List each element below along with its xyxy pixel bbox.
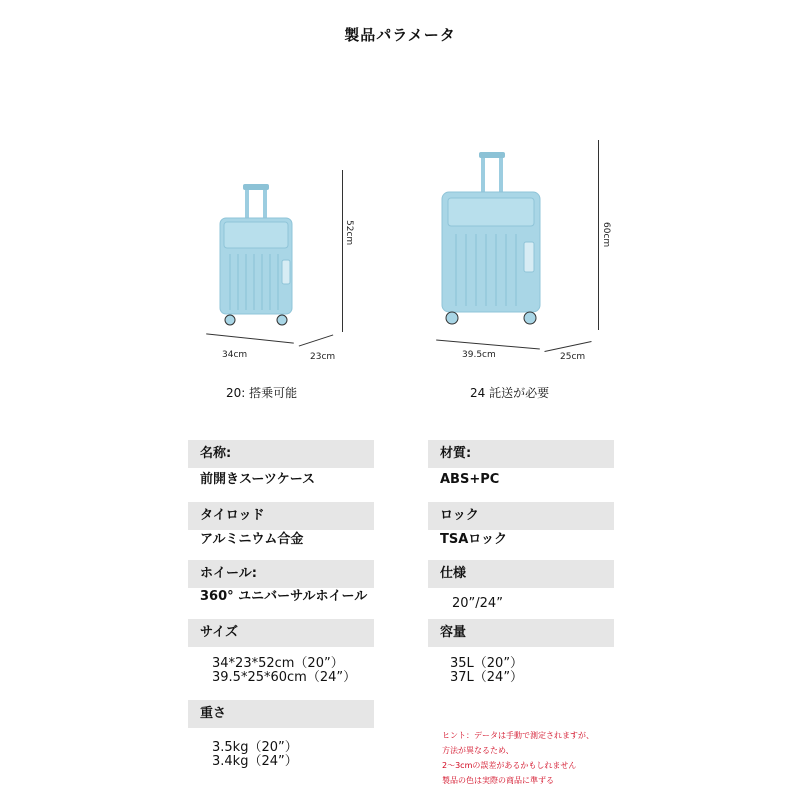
spec-size-value-24: 39.5*25*60cm（24”） <box>212 670 357 685</box>
note-line: ヒント：データは手動で測定されますが、 <box>442 731 594 740</box>
large-case-caption: 24 託送が必要 <box>470 386 550 400</box>
spec-capacity-label: 容量 <box>428 619 614 647</box>
page-title: 製品パラメータ <box>344 26 456 44</box>
spec-size-label: サイズ <box>188 619 374 647</box>
note-line: 製品の色は実際の商品に準ずる <box>442 776 554 785</box>
spec-material-value: ABS+PC <box>440 472 500 487</box>
small-height-line <box>342 170 343 332</box>
small-case-caption: 20: 搭乗可能 <box>226 386 298 400</box>
note-line: 2〜3cmの誤差があるかもしれません <box>442 761 577 770</box>
large-width-line <box>436 339 540 349</box>
spec-material-label: 材質: <box>428 440 614 468</box>
large-suitcase-image <box>436 150 546 330</box>
measurement-note <box>442 728 594 788</box>
spec-name-value: 前開きスーツケース <box>200 472 316 487</box>
spec-trolley-value: アルミニウム合金 <box>200 532 304 547</box>
spec-lock-value: TSAロック <box>440 532 508 547</box>
large-depth-label: 25cm <box>560 352 586 362</box>
small-depth-label: 23cm <box>310 352 336 362</box>
spec-weight-value-24: 3.4kg（24”） <box>212 754 298 769</box>
spec-capacity-value-24: 37L（24”） <box>450 670 524 685</box>
large-height-line <box>598 140 599 330</box>
large-height-label: 60cm <box>601 222 611 248</box>
spec-size-value-20: 34*23*52cm（20”） <box>212 656 344 671</box>
spec-name-label: 名称: <box>188 440 374 468</box>
large-width-label: 39.5cm <box>462 350 496 360</box>
small-height-label: 52cm <box>344 220 354 246</box>
spec-spec-value: 20”/24” <box>452 596 503 611</box>
spec-lock-label: ロック <box>428 502 614 530</box>
small-width-label: 34cm <box>222 350 248 360</box>
spec-weight-value-20: 3.5kg（20”） <box>212 740 298 755</box>
small-suitcase-image <box>212 182 302 328</box>
spec-trolley-label: タイロッド <box>188 502 374 530</box>
spec-wheel-value: 360° ユニバーサルホイール <box>200 589 368 604</box>
spec-weight-label: 重さ <box>188 700 374 728</box>
spec-wheel-label: ホイール: <box>188 560 374 588</box>
large-depth-line <box>544 341 591 352</box>
spec-spec-label: 仕様 <box>428 560 614 588</box>
small-width-line <box>206 333 294 343</box>
spec-capacity-value-20: 35L（20”） <box>450 656 524 671</box>
note-line: 方法が異なるため、 <box>442 746 514 755</box>
small-depth-line <box>299 334 334 346</box>
